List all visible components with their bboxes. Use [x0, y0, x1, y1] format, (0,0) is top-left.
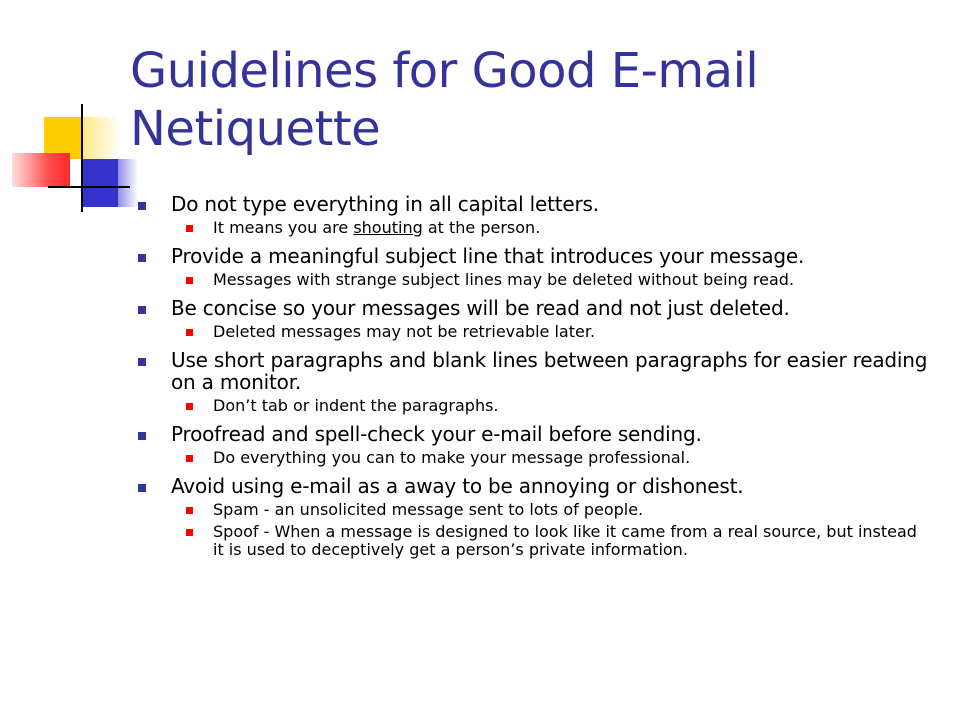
level1-point	[130, 423, 930, 445]
logo-red-bar	[12, 153, 70, 187]
logo-yellow-fade-square	[81, 117, 121, 159]
level2-text: Spoof - When a message is designed to look like it came from a real source, but instead it is used to deceptively get a person’s private information.	[213, 522, 917, 559]
level1-point	[130, 193, 930, 215]
red-square-bullet-icon	[186, 277, 193, 284]
level2-point	[130, 271, 930, 289]
red-square-bullet-icon	[186, 403, 193, 410]
level1-text: Provide a meaningful subject line that introduces your message.	[171, 244, 805, 268]
square-bullet-icon	[138, 202, 146, 210]
underlined-word: shouting	[353, 218, 423, 237]
level1-point	[130, 297, 930, 319]
level2-text-after: at the person.	[422, 218, 541, 237]
red-square-bullet-icon	[186, 329, 193, 336]
square-bullet-icon	[138, 306, 146, 314]
level1-point	[130, 245, 930, 267]
red-square-bullet-icon	[186, 529, 193, 536]
level1-point	[130, 349, 930, 393]
level2-text: Spam - an unsolicited message sent to lots of people.	[213, 500, 644, 519]
bullet-item	[130, 423, 930, 467]
level2-text-before: It means you are	[213, 218, 354, 237]
bullet-item	[130, 349, 930, 415]
level2-text: Deleted messages may not be retrievable later.	[213, 322, 596, 341]
level2-text: Don’t tab or indent the paragraphs.	[213, 396, 499, 415]
square-bullet-icon	[138, 358, 146, 366]
corner-logo	[0, 0, 130, 220]
level2-point	[130, 397, 930, 415]
bullet-list	[130, 193, 930, 559]
level2-point	[130, 449, 930, 467]
level2-point	[130, 501, 930, 519]
level2-point	[130, 523, 930, 559]
square-bullet-icon	[138, 254, 146, 262]
level1-point	[130, 475, 930, 497]
logo-blue-square	[81, 159, 118, 207]
level1-text: Be concise so your messages will be read and not just deleted.	[171, 296, 790, 320]
square-bullet-icon	[138, 432, 146, 440]
level2-point	[130, 323, 930, 341]
level1-text: Use short paragraphs and blank lines between paragraphs for easier reading on a monitor.	[171, 348, 928, 394]
red-square-bullet-icon	[186, 225, 193, 232]
red-square-bullet-icon	[186, 455, 193, 462]
level2-point	[130, 219, 930, 237]
square-bullet-icon	[138, 484, 146, 492]
red-square-bullet-icon	[186, 507, 193, 514]
level1-text: Avoid using e-mail as a away to be annoying or dishonest.	[171, 474, 744, 498]
logo-horizontal-line	[48, 186, 130, 188]
bullet-item	[130, 193, 930, 237]
level2-text: Messages with strange subject lines may be deleted without being read.	[213, 270, 795, 289]
slide-title: Guidelines for Good E-mail Netiquette	[130, 43, 759, 157]
level2-text: Do everything you can to make your message professional.	[213, 448, 691, 467]
level1-text: Do not type everything in all capital letters.	[171, 192, 599, 216]
bullet-item	[130, 245, 930, 289]
bullet-item	[130, 475, 930, 559]
logo-vertical-line	[81, 104, 83, 212]
bullet-item	[130, 297, 930, 341]
level1-text: Proofread and spell-check your e-mail before sending.	[171, 422, 702, 446]
